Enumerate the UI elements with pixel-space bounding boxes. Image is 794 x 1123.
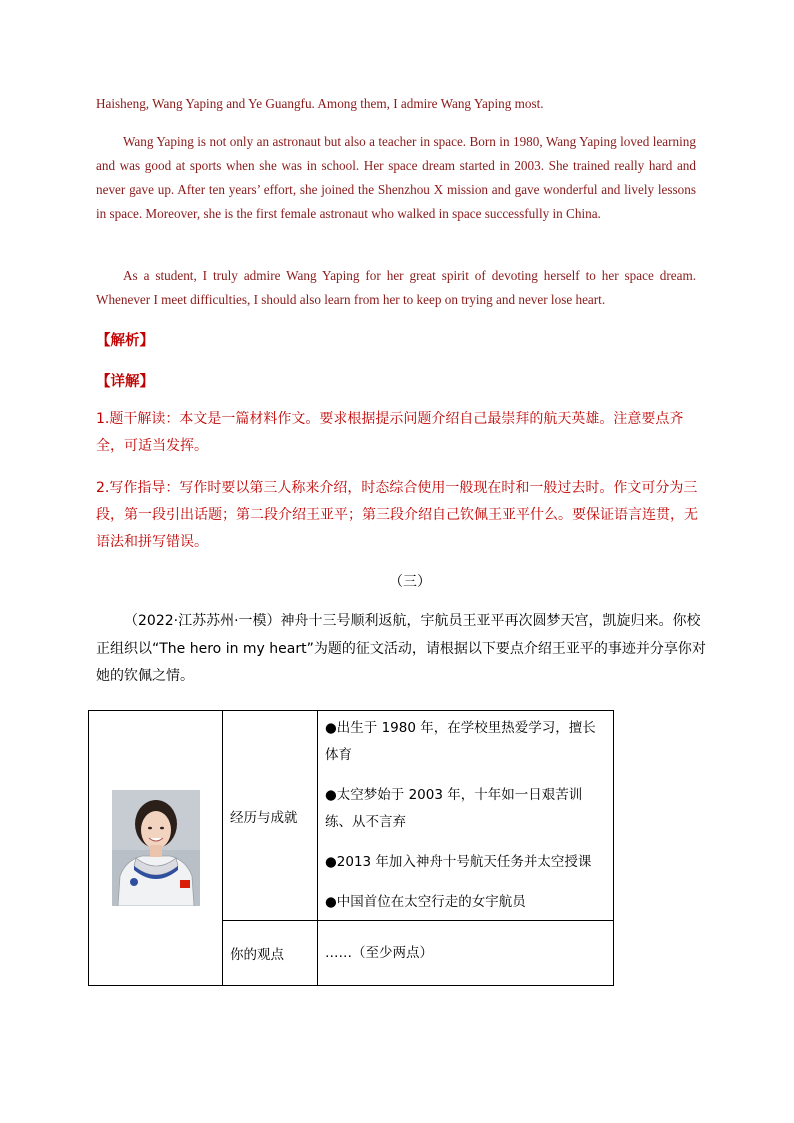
- experience-item: ●2013 年加入神舟十号航天任务并太空授课: [325, 854, 592, 870]
- analysis-point-1: 1.题干解读：本文是一篇材料作文。要求根据提示问题介绍自己最崇拜的航天英雄。注意要点齐全，可适当发挥。: [96, 411, 684, 454]
- analysis-point-2: 2.写作指导：写作时要以第三人称来介绍，时态综合使用一般现在时和一般过去时。作文可分为三段，第一段引出话题；第二段介绍王亚平；第三段介绍自己钦佩王亚平什么。要保证语言连贯，无语法和拼写错误。: [96, 480, 698, 550]
- question-prompt: （2022·江苏苏州·一模）神舟十三号顺利返航，宇航员王亚平再次圆梦天宫，凯旋归来。你校正组织以“The hero in my heart”为题的征文活动，请根据以下要点介绍王亚平的事迹并分享你对她的钦佩之情。: [96, 613, 706, 684]
- experience-item: ●中国首位在太空行走的女宇航员: [325, 894, 526, 910]
- analysis-tag: 【解析】: [96, 333, 154, 349]
- essay-paragraph-1: Haisheng, Wang Yaping and Ye Guangfu. Among them, I admire Wang Yaping most.: [96, 96, 544, 111]
- opinion-value: ……（至少两点）: [318, 921, 614, 986]
- section-title: （三）: [389, 574, 431, 590]
- astronaut-photo: [112, 790, 200, 906]
- essay-paragraph-2: Wang Yaping is not only an astronaut but also a teacher in space. Born in 1980, Wang Yaping loved learning and was good at sports when she was in school. Her space dream started in 2003. She trained really hard and never gave up. After ten years’ effort, she joined the Shenzhou X mission and gave wonderful and lively lessons in space. Moreover, she is the first female astronaut who walked in space successfully in China.: [96, 134, 696, 221]
- experience-item: ●太空梦始于 2003 年，十年如一日艰苦训练、从不言弃: [325, 787, 583, 830]
- photo-cell: [89, 711, 223, 986]
- info-table: [88, 710, 614, 986]
- details-tag: 【详解】: [96, 374, 154, 390]
- essay-paragraph-3: As a student, I truly admire Wang Yaping for her great spirit of devoting herself to her space dream. Whenever I meet difficulties, I should also learn from her to keep on trying and never lose heart.: [96, 268, 696, 307]
- experience-label: 经历与成就: [223, 711, 318, 921]
- experience-items: [318, 711, 614, 921]
- experience-item: ●出生于 1980 年，在学校里热爱学习，擅长体育: [325, 720, 596, 763]
- opinion-label: 你的观点: [223, 921, 318, 986]
